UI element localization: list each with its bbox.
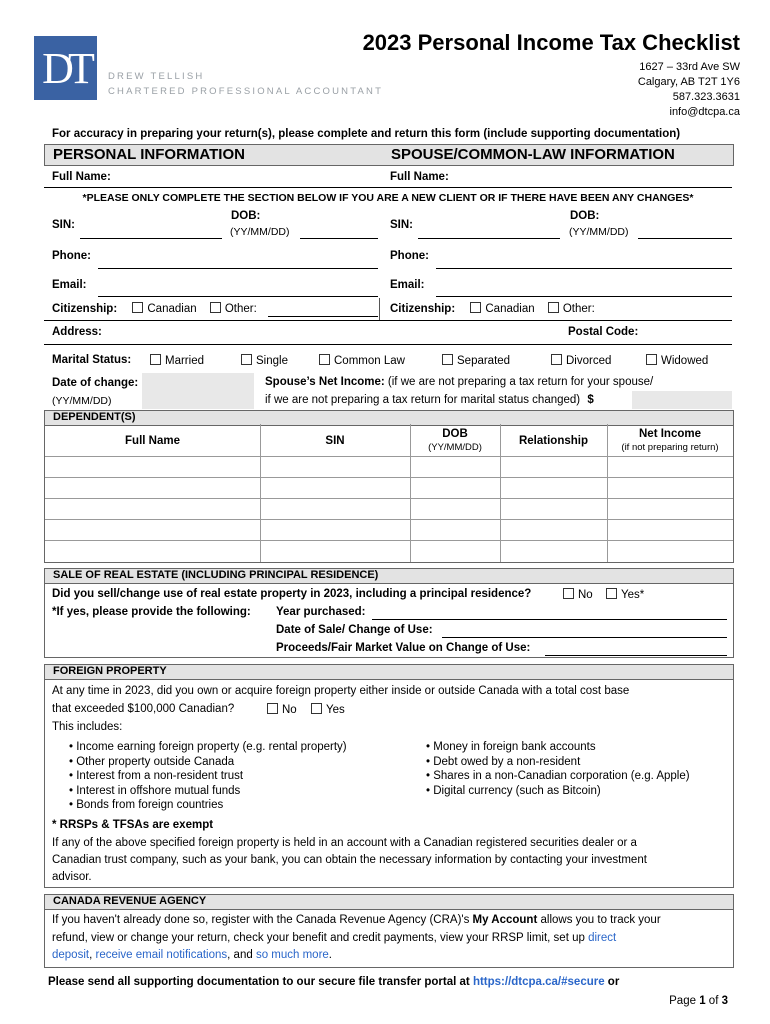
real-estate-no-option[interactable] xyxy=(563,588,593,601)
firm-name: DREW TELLISH xyxy=(108,71,205,82)
postal-code-label: Postal Code: xyxy=(568,326,639,338)
year-purchased-label: Year purchased: xyxy=(276,606,366,618)
cra-heading: CANADA REVENUE AGENCY xyxy=(53,895,207,907)
direct-deposit-link[interactable]: direct xyxy=(588,932,617,944)
cra-line3: deposit, receive email notifications, and so much more. xyxy=(52,949,332,961)
married-label: Married xyxy=(165,355,204,367)
common-law-label: Common Law xyxy=(334,355,405,367)
column-divider xyxy=(379,298,380,320)
phone-field[interactable] xyxy=(98,268,378,269)
footer-text: Please send all supporting documentation to our secure file transfer portal at https://dtcpa.ca/#secure or xyxy=(48,976,620,988)
table-row[interactable] xyxy=(45,540,733,541)
address-line1: 1627 – 33rd Ave SW xyxy=(639,61,740,73)
col-header-net-income: Net Income xyxy=(639,428,701,440)
spouse-canadian-checkbox[interactable] xyxy=(470,302,481,313)
cra-line2 xyxy=(52,932,616,944)
date-of-sale-label: Date of Sale/ Change of Use: xyxy=(276,624,433,636)
address-label: Address: xyxy=(52,326,102,338)
spouse-sin-field[interactable] xyxy=(418,238,560,239)
spouse-net-income-label: Spouse’s Net Income: xyxy=(265,376,385,388)
direct-deposit-link-cont[interactable]: deposit xyxy=(52,949,90,961)
spouse-net-income-row xyxy=(265,376,653,388)
real-estate-no-checkbox[interactable] xyxy=(563,588,574,599)
cra-section xyxy=(44,894,734,968)
address-email: info@dtcpa.ca xyxy=(669,106,740,118)
phone-label: Phone: xyxy=(52,250,91,262)
dob-label: DOB: xyxy=(231,210,261,222)
real-estate-section xyxy=(44,568,734,658)
col-header-relationship: Relationship xyxy=(518,435,588,447)
real-estate-heading: SALE OF REAL ESTATE (INCLUDING PRINCIPAL RESIDENCE) xyxy=(53,569,379,581)
list-item: • Shares in a non-Canadian corporation (e.g. Apple) xyxy=(426,770,690,782)
spouse-heading: SPOUSE/COMMON-LAW INFORMATION xyxy=(391,146,675,163)
full-name-label: Full Name: xyxy=(52,171,111,183)
real-estate-yes-label: Yes* xyxy=(621,589,645,601)
real-estate-if-yes: *If yes, please provide the following: xyxy=(52,606,251,618)
cra-header xyxy=(44,894,734,910)
list-item: • Bonds from foreign countries xyxy=(69,799,224,811)
date-of-change-format: (YY/MM/DD) xyxy=(52,395,112,407)
col-header-name: Full Name xyxy=(125,435,180,447)
list-item: • Digital currency (such as Bitcoin) xyxy=(426,784,601,797)
firm-title: CHARTERED PROFESSIONAL ACCOUNTANT xyxy=(108,86,384,97)
address-field[interactable] xyxy=(44,344,732,345)
common-law-option[interactable] xyxy=(319,354,405,367)
other-citizenship-field[interactable] xyxy=(268,316,378,317)
spouse-citizenship-row xyxy=(390,302,595,315)
widowed-checkbox[interactable] xyxy=(646,354,657,365)
widowed-option[interactable] xyxy=(646,354,708,367)
widowed-label: Widowed xyxy=(661,355,709,367)
foreign-left-list xyxy=(69,740,347,813)
foreign-yes-option[interactable] xyxy=(311,703,345,716)
cra-text: If you haven't already done so, register with the Canada Revenue Agency (CRA)'s xyxy=(52,914,473,926)
spouse-phone-field[interactable] xyxy=(436,268,732,269)
cra-text: refund, view or change your return, check your benefit and credit payments, view your RRSP limit, set up xyxy=(52,932,589,944)
foreign-note-line2: Canadian trust company, such as your bank, you can obtain the necessary information by contacting your investment xyxy=(52,854,647,866)
real-estate-no-label: No xyxy=(578,589,593,601)
citizenship-label: Citizenship: xyxy=(52,303,118,315)
foreign-no-checkbox[interactable] xyxy=(267,703,278,714)
foreign-question-line2: that exceeded $100,000 Canadian? xyxy=(52,703,235,715)
married-checkbox[interactable] xyxy=(150,354,161,365)
my-account-text: My Account xyxy=(472,914,538,926)
col-header-sin: SIN xyxy=(325,435,345,447)
table-row[interactable] xyxy=(45,477,733,478)
page-title: 2023 Personal Income Tax Checklist xyxy=(362,30,740,55)
date-of-change-field[interactable] xyxy=(142,373,254,409)
list-item: • Interest from a non-resident trust xyxy=(69,770,244,782)
address-phone: 587.323.3631 xyxy=(672,91,740,103)
foreign-property-section xyxy=(44,664,734,888)
foreign-exempt: * RRSPs & TFSAs are exempt xyxy=(52,819,214,831)
col-header-net-income-note: (if not preparing return) xyxy=(621,442,719,453)
real-estate-question: Did you sell/change use of real estate property in 2023, including a principal residence? xyxy=(52,588,532,600)
list-item: • Income earning foreign property (e.g. rental property) xyxy=(69,741,347,753)
list-item: • Other property outside Canada xyxy=(69,755,235,768)
real-estate-header xyxy=(44,568,734,584)
more-link[interactable]: so much more xyxy=(255,949,329,961)
spouse-net-income-note2-row xyxy=(265,394,594,406)
table-row[interactable] xyxy=(45,519,733,520)
separated-option[interactable] xyxy=(442,354,510,367)
foreign-property-heading: FOREIGN PROPERTY xyxy=(53,665,167,677)
spouse-canadian-label: Canadian xyxy=(485,303,535,315)
page-number: Page 1 of 3 xyxy=(669,995,728,1007)
spouse-dob-field[interactable] xyxy=(638,238,732,239)
cra-text: allows you to track your xyxy=(537,914,661,926)
foreign-property-header xyxy=(44,664,734,680)
spouse-net-income-note1: (if we are not preparing a tax return for your spouse/ xyxy=(387,376,654,388)
full-name-field[interactable] xyxy=(44,187,732,188)
foreign-no-option[interactable] xyxy=(267,703,297,716)
dependents-heading: DEPENDENT(S) xyxy=(53,411,136,423)
proceeds-label: Proceeds/Fair Market Value on Change of Use: xyxy=(276,642,531,654)
personal-header xyxy=(44,144,734,166)
spouse-phone-label: Phone: xyxy=(390,250,429,262)
col-header-dob: DOB xyxy=(442,428,468,440)
dob-field[interactable] xyxy=(300,238,378,239)
email-notifications-link[interactable]: receive email notifications xyxy=(95,949,228,961)
personal-heading: PERSONAL INFORMATION xyxy=(53,146,245,163)
citizenship-row xyxy=(52,302,257,315)
foreign-includes: This includes: xyxy=(52,721,123,733)
email-field[interactable] xyxy=(98,296,378,297)
firm-logo: DT xyxy=(34,36,97,100)
list-item: • Debt owed by a non-resident xyxy=(426,755,581,768)
address-line2: Calgary, AB T2T 1Y6 xyxy=(637,76,740,88)
divorced-label: Divorced xyxy=(566,355,612,367)
single-label: Single xyxy=(256,355,288,367)
spouse-full-name-label: Full Name: xyxy=(390,171,449,183)
list-item: • Money in foreign bank accounts xyxy=(426,741,596,753)
foreign-question-line1: At any time in 2023, did you own or acquire foreign property either inside or outside Canada with a total cost base xyxy=(52,685,630,697)
spouse-email-field[interactable] xyxy=(436,296,732,297)
spouse-email-label: Email: xyxy=(390,279,425,291)
spouse-other-checkbox[interactable] xyxy=(548,302,559,313)
dollar-sign: $ xyxy=(587,394,594,406)
single-checkbox[interactable] xyxy=(241,354,252,365)
spouse-dob-format: (YY/MM/DD) xyxy=(569,226,629,238)
table-row[interactable] xyxy=(45,456,733,457)
firm-address xyxy=(638,60,740,120)
married-option[interactable] xyxy=(150,354,204,367)
real-estate-yes-option[interactable] xyxy=(606,588,644,601)
proceeds-field[interactable] xyxy=(545,655,727,656)
other-label: Other: xyxy=(224,303,257,315)
secure-portal-link[interactable]: https://dtcpa.ca/#secure xyxy=(472,976,605,988)
list-item: • Interest in offshore mutual funds xyxy=(69,784,241,797)
foreign-right-list xyxy=(426,740,690,798)
cra-line1 xyxy=(52,914,661,926)
date-of-change-label: Date of change: xyxy=(52,377,139,389)
divorced-checkbox[interactable] xyxy=(551,354,562,365)
citizenship-divider xyxy=(44,320,732,321)
new-client-notice: *PLEASE ONLY COMPLETE THE SECTION BELOW IF YOU ARE A NEW CLIENT OR IF THERE HAVE BEEN ANY CHANGES* xyxy=(82,192,694,204)
year-purchased-field[interactable] xyxy=(372,619,727,620)
real-estate-yes-checkbox[interactable] xyxy=(606,588,617,599)
email-label: Email: xyxy=(52,279,87,291)
other-checkbox[interactable] xyxy=(210,302,221,313)
spouse-dob-label: DOB: xyxy=(570,210,600,222)
spouse-net-income-field[interactable] xyxy=(632,391,732,409)
common-law-checkbox[interactable] xyxy=(319,354,330,365)
sin-field[interactable] xyxy=(80,238,222,239)
spouse-other-label: Other: xyxy=(562,303,595,315)
canadian-label: Canadian xyxy=(147,303,197,315)
spouse-sin-label: SIN: xyxy=(390,219,413,231)
spouse-citizenship-label: Citizenship: xyxy=(390,303,456,315)
sin-label: SIN: xyxy=(52,219,75,231)
foreign-yes-checkbox[interactable] xyxy=(311,703,322,714)
separated-checkbox[interactable] xyxy=(442,354,453,365)
col-header-dob-format: (YY/MM/DD) xyxy=(428,442,482,453)
divorced-option[interactable] xyxy=(551,354,611,367)
dob-format: (YY/MM/DD) xyxy=(230,226,290,238)
marital-status-label: Marital Status: xyxy=(52,354,132,366)
table-row[interactable] xyxy=(45,498,733,499)
foreign-note-line1: If any of the above specified foreign property is held in an account with a Canadian registered securities dealer or a xyxy=(52,837,637,849)
foreign-yes-label: Yes xyxy=(326,704,345,716)
foreign-note-line3: advisor. xyxy=(52,871,92,883)
dependents-table xyxy=(44,424,734,563)
instructions: For accuracy in preparing your return(s), please complete and return this form (include supporting documentation) xyxy=(52,128,681,140)
foreign-no-label: No xyxy=(282,704,297,716)
canadian-checkbox[interactable] xyxy=(132,302,143,313)
date-of-sale-field[interactable] xyxy=(442,637,727,638)
single-option[interactable] xyxy=(241,354,288,367)
spouse-net-income-note2: if we are not preparing a tax return for marital status changed) xyxy=(265,394,581,406)
separated-label: Separated xyxy=(457,355,511,367)
